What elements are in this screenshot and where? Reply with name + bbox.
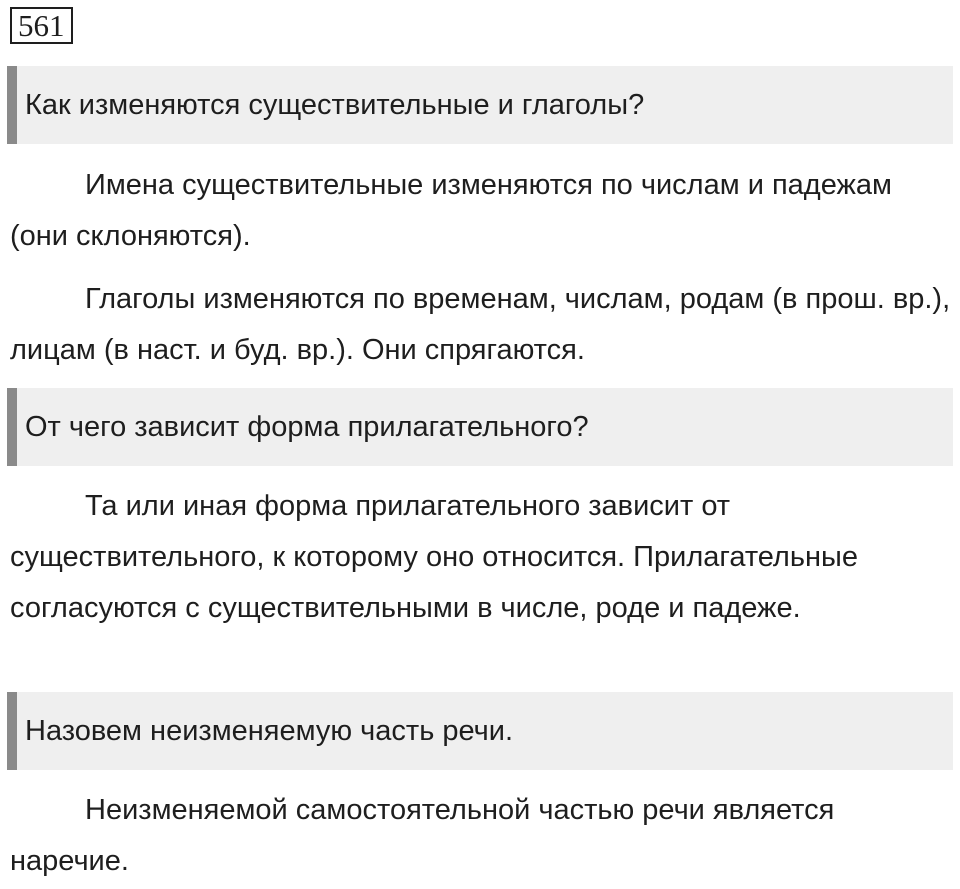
question-accent-bar (7, 692, 17, 770)
exercise-number: 561 (18, 8, 65, 43)
answer-text: Имена существительные изменяются по числам и падежам (они склоняются). (10, 169, 892, 252)
question-block-1 (7, 66, 953, 144)
question-block-3 (7, 692, 953, 770)
answer-paragraph (10, 481, 952, 634)
answer-text: Та или иная форма прилагательного зависит от существительного, к которому оно относится. Прилагательные согласуются с существительными в числе, роде и падеже. (10, 490, 858, 624)
question-text: Назовем неизменяемую часть речи. (25, 715, 514, 747)
question-text: От чего зависит форма прилагательного? (25, 411, 589, 443)
answer-text: Глаголы изменяются по временам, числам, родам (в прош. вр.), лицам (в наст. и буд. вр.). Они спрягаются. (10, 283, 951, 366)
exercise-number-box (10, 7, 73, 44)
question-accent-bar (7, 388, 17, 466)
question-block-2 (7, 388, 953, 466)
answer-paragraph (10, 274, 952, 376)
answer-paragraph (10, 160, 952, 262)
answer-paragraph (10, 785, 952, 887)
question-text: Как изменяются существительные и глаголы? (25, 89, 645, 121)
answer-text: Неизменяемой самостоятельной частью речи является наречие. (10, 794, 835, 877)
question-accent-bar (7, 66, 17, 144)
